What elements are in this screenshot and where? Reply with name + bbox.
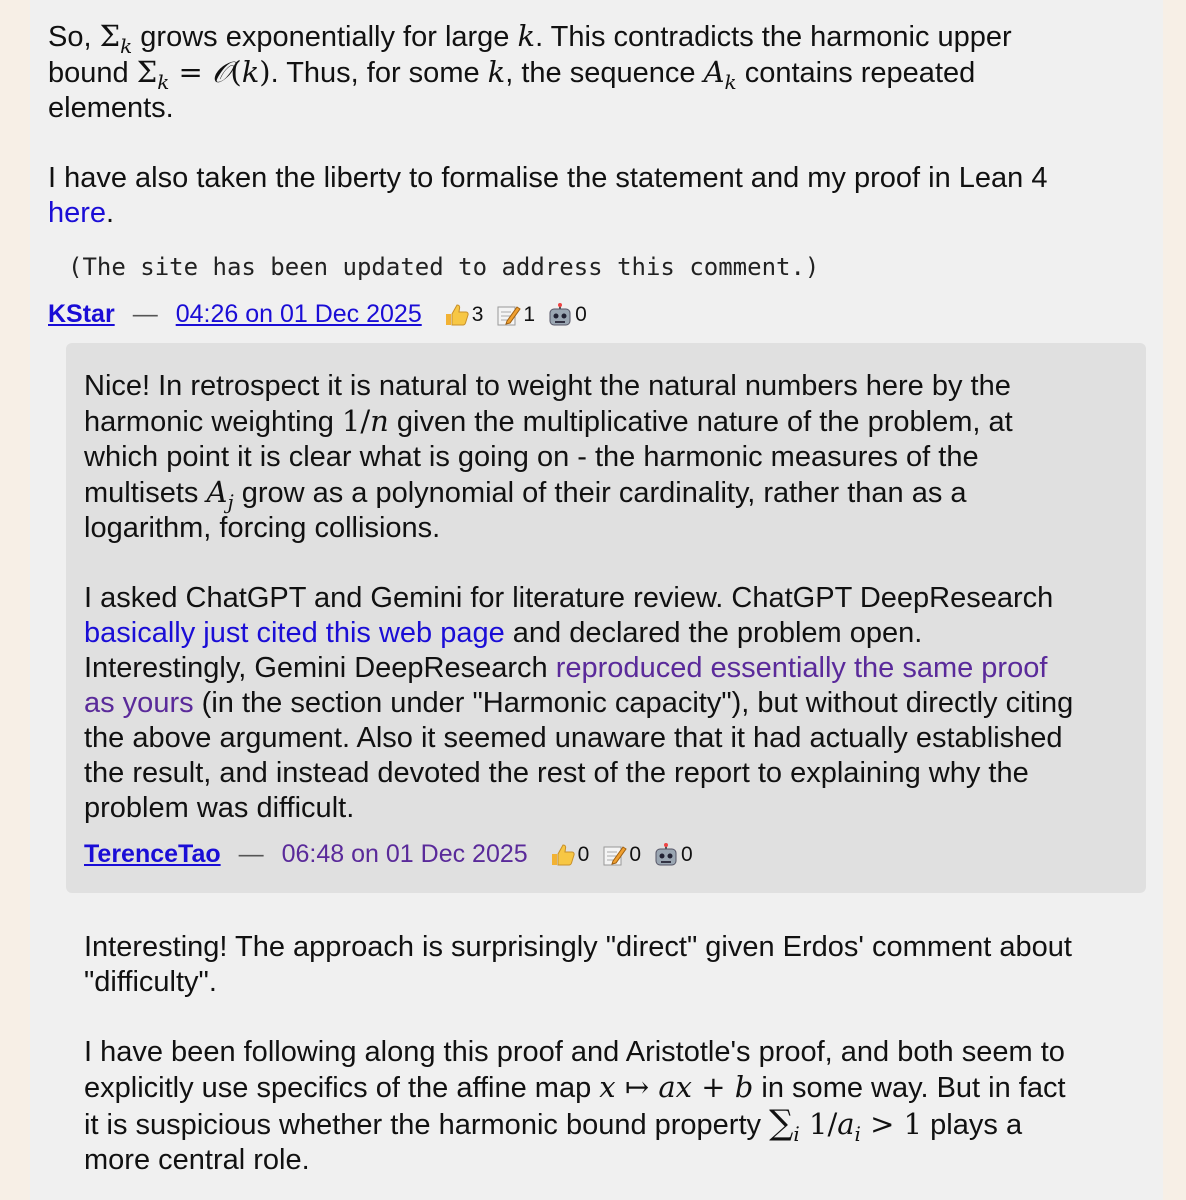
reactions: [444, 303, 599, 327]
text: which point it is clear what is going on - the harmonic measures of the: [84, 441, 979, 473]
paragraph: [84, 930, 1134, 1000]
text: I asked ChatGPT and Gemini for literature review. ChatGPT DeepResearch: [84, 582, 1054, 614]
thumbs-up-reaction[interactable]: [550, 843, 590, 867]
thumbs-up-count: 3: [471, 302, 484, 326]
text: grows exponentially for large: [132, 21, 518, 53]
text: bound: [48, 57, 137, 89]
math-harmonic-sum: $\sum_i$ $1/a_i > 1$: [769, 1103, 923, 1146]
thumbs-up-icon: [444, 303, 470, 327]
memo-count: 1: [523, 302, 536, 326]
math-bound: $\Sigma_k$ = 𝒪(k): [136, 55, 271, 94]
chatgpt-report-link[interactable]: basically just cited this web page: [84, 617, 505, 649]
robot-reaction[interactable]: [547, 303, 587, 327]
thumbs-up-reaction[interactable]: [444, 303, 484, 327]
math-sigma-k: $\Sigma_k$: [99, 19, 133, 58]
text: the result, and instead devoted the rest of the report to explaining why the: [84, 757, 1029, 789]
lean-proof-link[interactable]: here: [48, 197, 107, 229]
text: .: [106, 197, 115, 229]
robot-reaction[interactable]: [653, 843, 693, 867]
math-a-j: $A_j$: [206, 475, 234, 514]
text: So,: [48, 21, 100, 53]
memo-count: 0: [629, 842, 642, 866]
text: and declared the problem open.: [504, 617, 923, 649]
memo-reaction[interactable]: [601, 843, 641, 867]
comment-meta-terencetao: [84, 840, 705, 869]
text: the above argument. Also it seemed unaware that it had actually established: [84, 722, 1063, 754]
math-k: k: [487, 55, 506, 89]
author-link[interactable]: TerenceTao: [84, 840, 221, 868]
comment-body: [84, 369, 1134, 826]
comment-body: [84, 930, 1134, 1178]
paragraph: [48, 161, 1148, 231]
text: , the sequence: [505, 57, 704, 89]
thumbs-up-count: 0: [577, 842, 590, 866]
gemini-report-link[interactable]: reproduced essentially the same proof: [555, 652, 1048, 684]
text: logarithm, forcing collisions.: [84, 512, 441, 544]
gemini-report-link-cont[interactable]: as yours: [84, 687, 194, 719]
paragraph: [84, 1035, 1134, 1178]
text: Nice! In retrospect it is natural to weight the natural numbers here by the: [84, 370, 1011, 402]
text: grow as a polynomial of their cardinality, rather than as a: [233, 477, 967, 509]
robot-icon: [653, 843, 679, 867]
text: more central role.: [84, 1144, 310, 1176]
text: Interesting! The approach is surprisingly "direct" given Erdos' comment about: [84, 931, 1072, 963]
comment-timestamp-link[interactable]: 06:48 on 01 Dec 2025: [281, 840, 528, 868]
text: Interestingly, Gemini DeepResearch: [84, 652, 556, 684]
comment-meta-kstar: [48, 300, 599, 329]
memo-reaction[interactable]: [495, 303, 535, 327]
text: multisets: [84, 477, 207, 509]
comment-timestamp-link[interactable]: 04:26 on 01 Dec 2025: [175, 300, 422, 328]
text: . This contradicts the harmonic upper: [535, 21, 1012, 53]
text: it is suspicious whether the harmonic bound property: [84, 1109, 770, 1141]
text: harmonic weighting: [84, 406, 342, 438]
thumbs-up-icon: [550, 843, 576, 867]
text: elements.: [48, 92, 174, 124]
text: contains repeated: [736, 57, 976, 89]
author-link[interactable]: KStar: [48, 300, 115, 328]
text: in some way. But in fact: [753, 1072, 1066, 1104]
math-one-over-n: 1/n: [341, 404, 389, 438]
content-column: [30, 0, 1163, 1200]
separator: —: [238, 840, 264, 868]
math-affine-map: x ↦ ax + b: [599, 1070, 754, 1104]
reply-comment-terencetao: [66, 343, 1146, 893]
previous-comment-tail: [48, 19, 1148, 231]
reactions: [550, 843, 705, 867]
text: plays a: [922, 1109, 1023, 1141]
text: I have also taken the liberty to formalise the statement and my proof in Lean 4: [48, 162, 1048, 194]
robot-count: 0: [575, 302, 587, 326]
text: "difficulty".: [84, 966, 217, 998]
memo-icon: [495, 303, 521, 327]
memo-icon: [601, 843, 627, 867]
math-a-k: $A_k$: [703, 55, 737, 94]
text: (in the section under "Harmonic capacity"), but without directly citing: [193, 687, 1074, 719]
paragraph: [84, 581, 1134, 826]
paragraph: [84, 369, 1134, 546]
reply-comment-next: [66, 910, 1146, 1200]
math-k: k: [517, 19, 536, 53]
text: I have been following along this proof and Aristotle's proof, and both seem to: [84, 1036, 1065, 1068]
paragraph: [48, 19, 1148, 126]
site-update-note: (The site has been updated to address this comment.): [68, 253, 820, 281]
text: problem was difficult.: [84, 792, 355, 824]
robot-count: 0: [681, 842, 693, 866]
text: explicitly use specifics of the affine map: [84, 1072, 600, 1104]
robot-icon: [547, 303, 573, 327]
text: . Thus, for some: [270, 57, 488, 89]
separator: —: [132, 300, 158, 328]
text: given the multiplicative nature of the problem, at: [388, 406, 1013, 438]
